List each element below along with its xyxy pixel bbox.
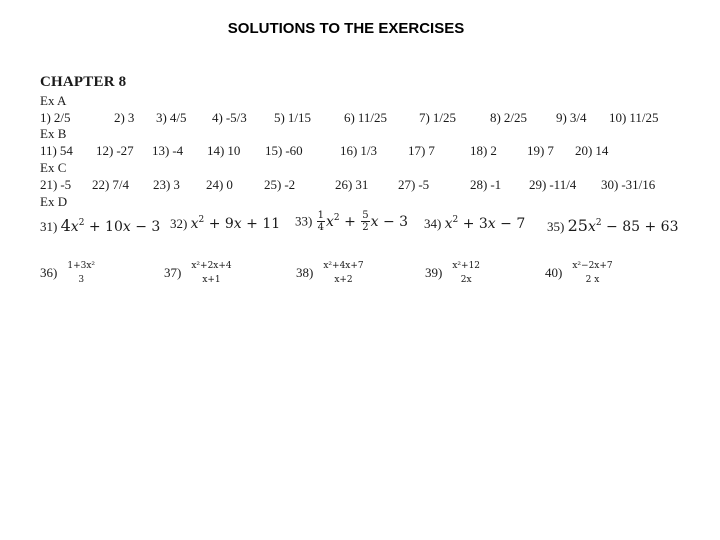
answer-20: 20) 14	[575, 143, 609, 158]
answer-1: 1) 2/5	[40, 110, 71, 125]
answer-6: 6) 11/25	[344, 110, 387, 125]
answer-23: 23) 3	[153, 177, 180, 192]
page-title: SOLUTIONS TO THE EXERCISES	[227, 20, 465, 37]
answer-29: 29) -11/4	[529, 177, 577, 192]
answer-2: 2) 3	[114, 110, 135, 125]
answer-21: 21) -5	[40, 177, 72, 192]
answer-19: 19) 7	[527, 143, 554, 158]
answer-10: 10) 11/25	[609, 110, 659, 125]
scanned-solutions	[40, 74, 680, 294]
answer-31: 31) $4x^2 + 10x - 3$	[40, 216, 161, 235]
answer-14: 14) 10	[207, 143, 241, 158]
section-label-c: Ex C	[40, 160, 67, 175]
answer-8: 8) 2/25	[490, 110, 527, 125]
fraction-one-quarter: $\frac{1}{4}$	[317, 210, 324, 233]
answer-36: 36) 1+3x² 3	[40, 261, 96, 285]
answer-3: 3) 4/5	[156, 110, 187, 125]
answer-18: 18) 2	[470, 143, 497, 158]
answer-28: 28) -1	[470, 177, 502, 192]
answer-35: 35) $25x^2 - 85 + 63$	[547, 216, 679, 235]
answer-27: 27) -5	[398, 177, 430, 192]
answer-12: 12) -27	[96, 143, 134, 158]
answer-4: 4) -5/3	[212, 110, 247, 125]
answer-30: 30) -31/16	[601, 177, 656, 192]
answer-15: 15) -60	[265, 143, 303, 158]
answer-39: 39) x²+12 2x	[425, 261, 481, 285]
answer-34: 34) $x^2 + 3x - 7$	[424, 215, 526, 232]
section-label-d: Ex D	[40, 194, 68, 209]
answer-16: 16) 1/3	[340, 143, 377, 158]
answer-37: 37) x²+2x+4 x+1	[164, 261, 232, 285]
answer-22: 22) 7/4	[92, 177, 129, 192]
answer-38: 38) x²+4x+7 x+2	[296, 261, 364, 285]
answer-11: 11) 54	[40, 143, 73, 158]
answer-24: 24) 0	[206, 177, 233, 192]
answer-32: 32) $x^2 + 9x + 11$	[170, 215, 281, 232]
answer-9: 9) 3/4	[556, 110, 587, 125]
answer-17: 17) 7	[408, 143, 435, 158]
answer-40: 40) x²−2x+7 2 x	[545, 261, 613, 285]
fraction-five-halves: $\frac{5}{2}$	[362, 210, 369, 233]
section-label-b: Ex B	[40, 126, 67, 141]
answer-25: 25) -2	[264, 177, 296, 192]
answer-26: 26) 31	[335, 177, 369, 192]
chapter-heading: CHAPTER 8	[40, 74, 127, 90]
answer-7: 7) 1/25	[419, 110, 456, 125]
answer-13: 13) -4	[152, 143, 184, 158]
answer-33: 33) $\frac{1}{4}$ $x^2$ + $\frac{5}{2}$ x − 3	[295, 210, 409, 233]
answer-5: 5) 1/15	[274, 110, 311, 125]
section-label-a: Ex A	[40, 93, 67, 108]
